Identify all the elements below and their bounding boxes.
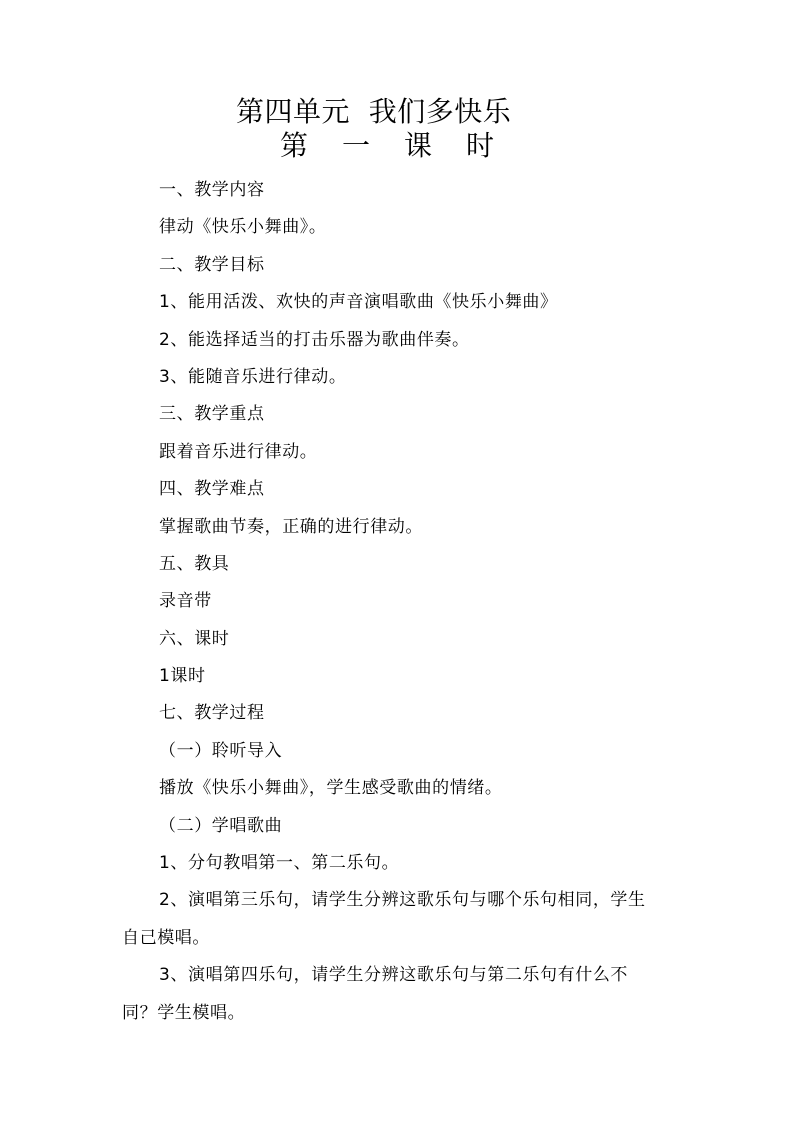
paragraph-line: 一、教学内容 [159,180,265,200]
paragraph-line: （一）聆听导入 [159,740,283,761]
paragraph-line: 1课时 [159,666,206,687]
paragraph-line: 同？学生模唱。 [122,1002,246,1023]
paragraph-line: 四、教学难点 [159,479,265,500]
document-subtitle: 第一课时 [280,129,529,162]
paragraph-line: 播放《快乐小舞曲》，学生感受歌曲的情绪。 [159,778,503,799]
paragraph-line: 七、教学过程 [159,703,265,724]
paragraph-line: 录音带 [159,591,212,612]
paragraph-line: 1、能用活泼、欢快的声音演唱歌曲《快乐小舞曲》 [159,292,558,313]
paragraph-line: 自己模唱。 [122,927,210,948]
paragraph-line: 律动《快乐小舞曲》。 [159,217,327,238]
paragraph-line: 跟着音乐进行律动。 [159,441,318,462]
paragraph-line: 2、演唱第三乐句，请学生分辨这歌乐句与哪个乐句相同，学生 [159,890,646,911]
paragraph-line: 六、课时 [159,628,230,649]
paragraph-line: 3、能随音乐进行律动。 [159,366,347,387]
paragraph-line: 1、分句教唱第一、第二乐句。 [159,853,400,874]
paragraph-line: 3、演唱第四乐句，请学生分辨这歌乐句与第二乐句有什么不 [159,965,629,986]
paragraph-line: （二）学唱歌曲 [159,815,283,836]
paragraph-line: 二、教学目标 [159,254,265,275]
document-title: 第四单元 我们多快乐 [236,95,512,128]
paragraph-line: 掌握歌曲节奏，正确的进行律动。 [159,516,423,537]
paragraph-line: 2、能选择适当的打击乐器为歌曲伴奏。 [159,329,470,350]
paragraph-line: 三、教学重点 [159,404,265,425]
paragraph-line: 五、教具 [159,553,230,574]
document-body [122,172,682,1032]
